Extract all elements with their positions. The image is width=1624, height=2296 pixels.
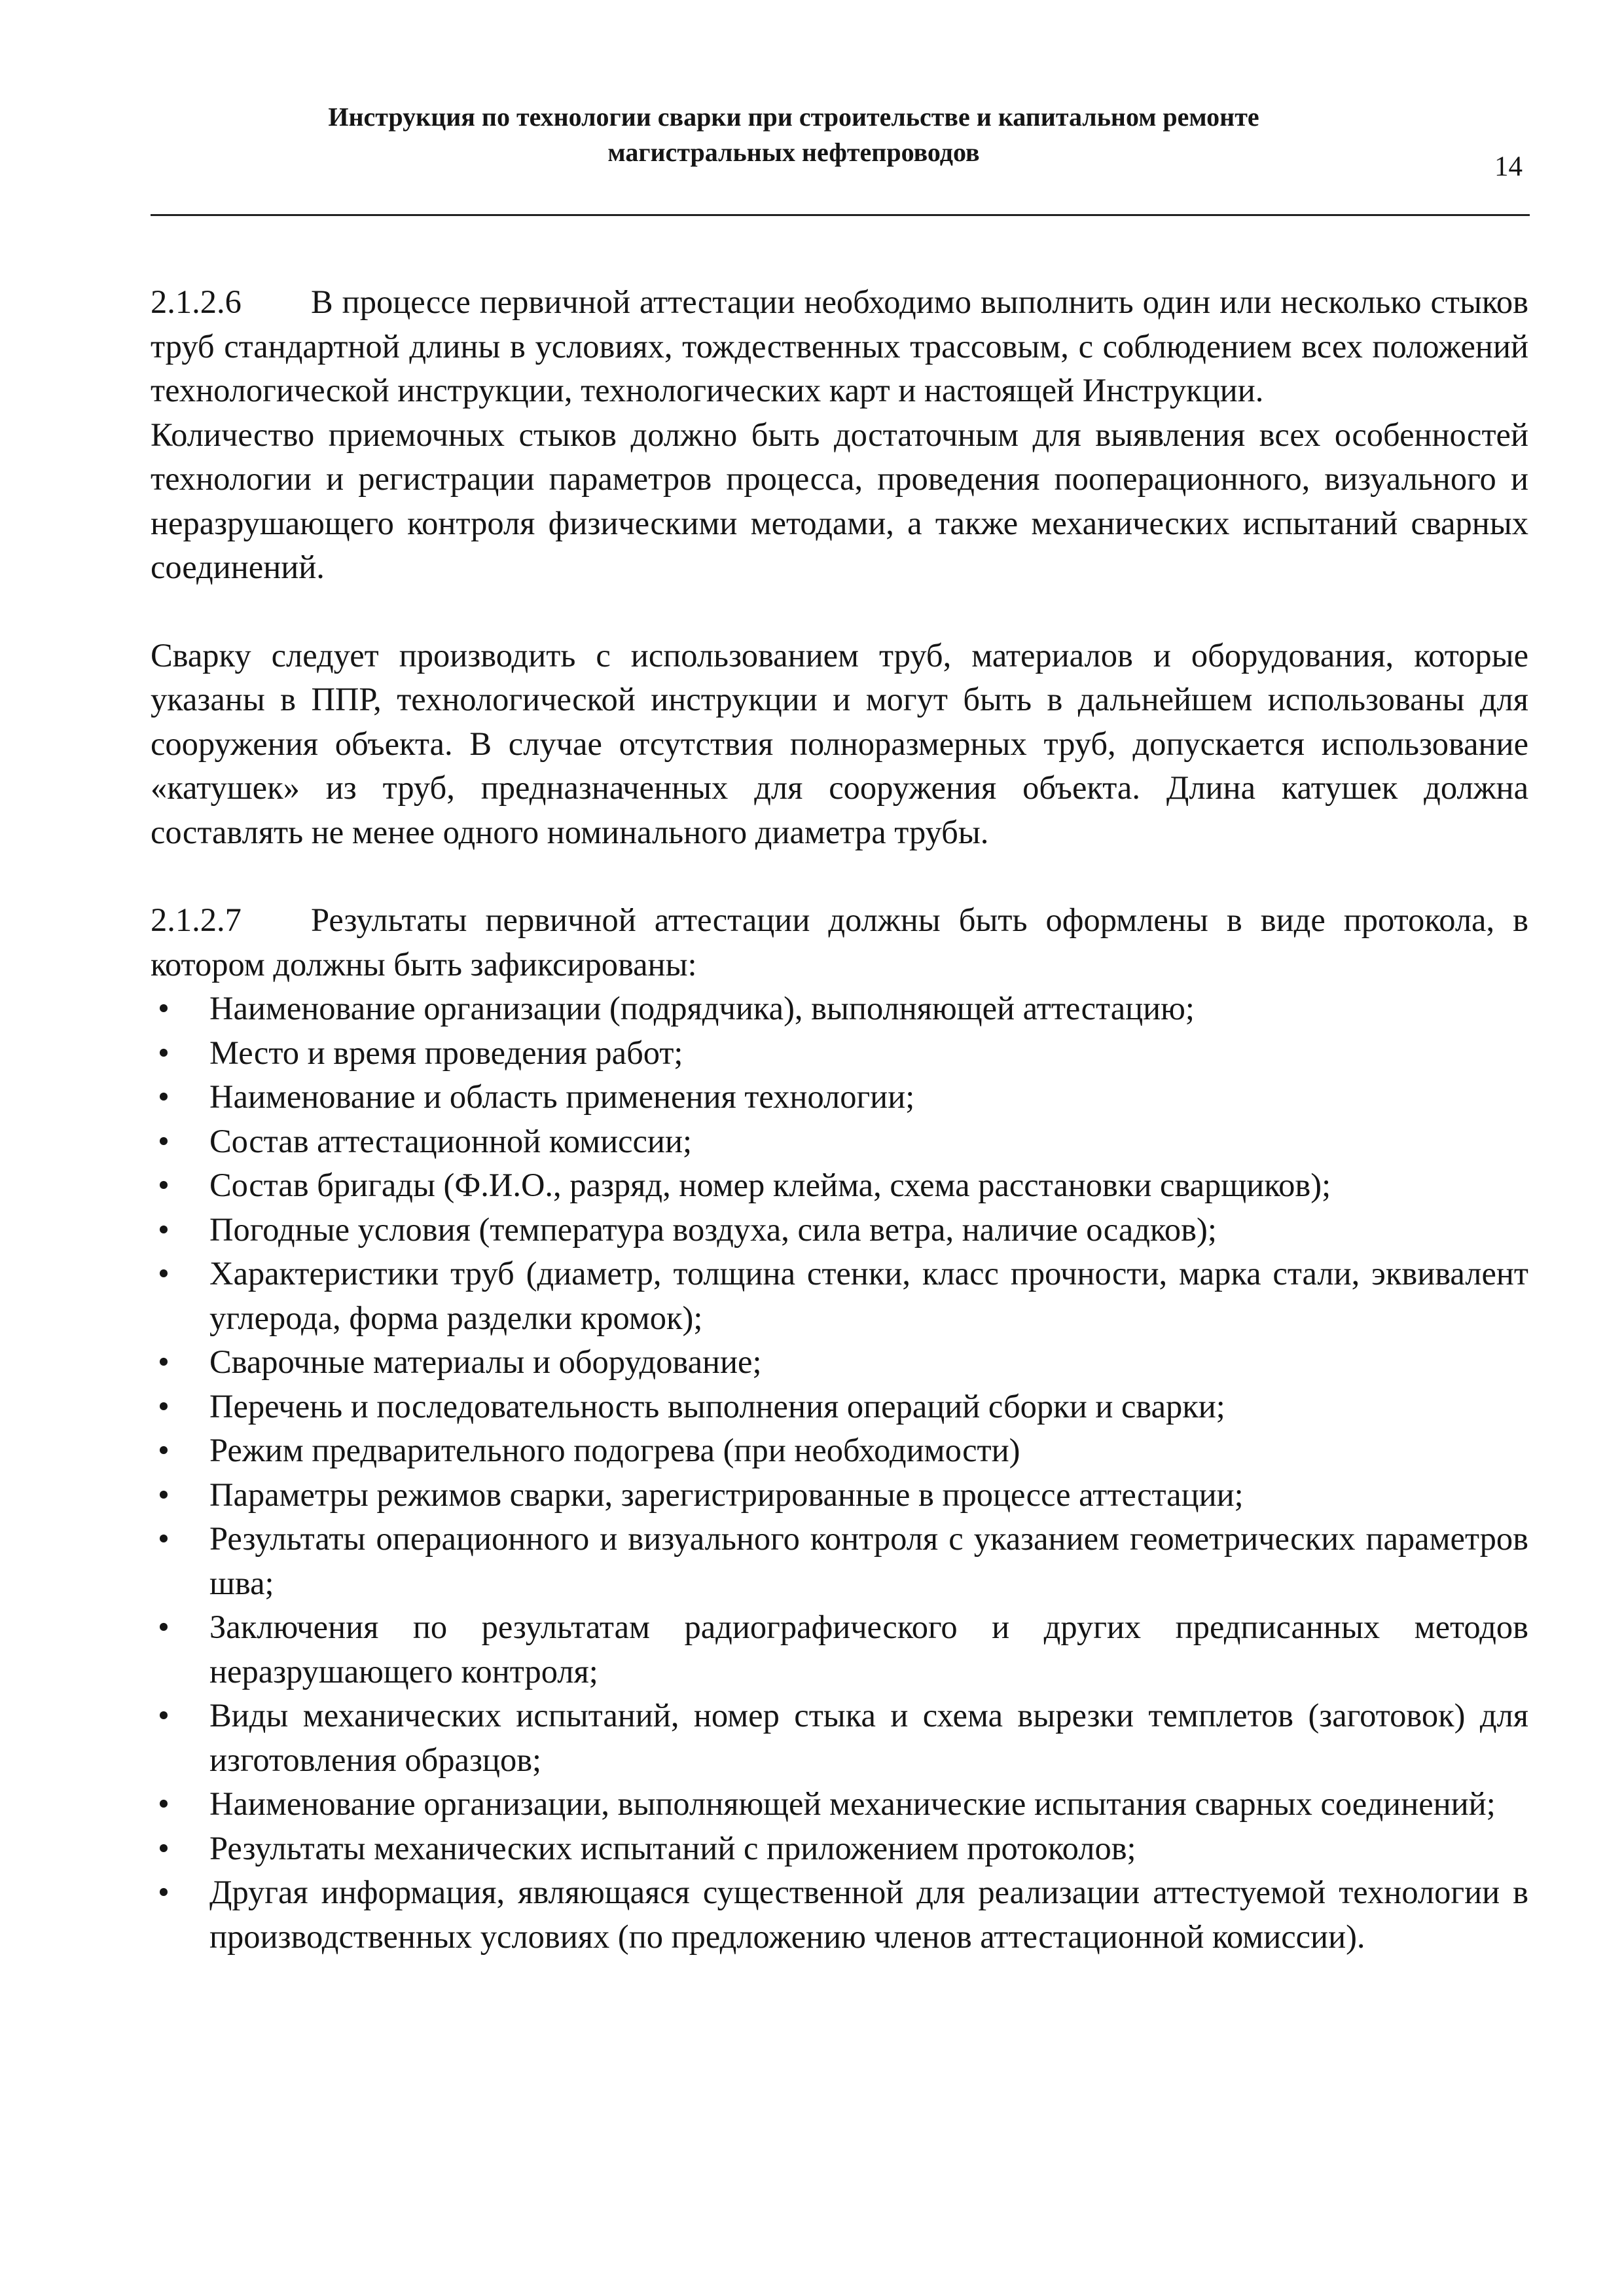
- list-item-text: Режим предварительного подогрева (при необходимости): [209, 1432, 1020, 1468]
- section-number-2-1-2-6: 2.1.2.6: [151, 283, 242, 320]
- bullet-icon: •: [158, 1034, 170, 1071]
- list-item-text: Результаты механических испытаний с приложением протоколов;: [209, 1829, 1136, 1867]
- list-item-text: Виды механических испытаний, номер стыка и схема вырезки темплетов (заготовок) для изготовления образцов;: [209, 1697, 1528, 1778]
- bullet-icon: •: [158, 1476, 170, 1513]
- list-item-text: Результаты операционного и визуального контроля с указанием геометрических параметров шва;: [209, 1520, 1528, 1601]
- section-2-1-2-7-paragraph: [151, 898, 1528, 987]
- protocol-items-list: [151, 987, 1528, 1959]
- list-item-text: Сварочные материалы и оборудование;: [209, 1343, 762, 1380]
- list-item: [151, 1385, 1528, 1429]
- list-item: [151, 1473, 1528, 1518]
- list-item: [151, 1517, 1528, 1605]
- list-item-text: Состав аттестационной комиссии;: [209, 1122, 693, 1159]
- section-number-2-1-2-7: 2.1.2.7: [151, 902, 242, 938]
- section-2-1-2-6-paragraph-3: Сварку следует производить с использованием труб, материалов и оборудования, которые указаны в ППР, технологической инструкции и могут быть в дальнейшем использованы для сооружения объекта. В случае отсутствия полноразмерных труб, допускается использование «катушек» из труб, предназначенных для сооружения объекта. Длина катушек должна составлять не менее одного номинального диаметра трубы.: [151, 636, 1528, 850]
- list-item-text: Другая информация, являющаяся существенной для реализации аттестуемой технологии в производственных условиях (по предложению членов аттестационной комиссии).: [209, 1874, 1528, 1955]
- bullet-icon: •: [158, 1343, 170, 1380]
- section-2-1-2-7-text: Результаты первичной аттестации должны быть оформлены в виде протокола, в котором должны быть зафиксированы:: [151, 902, 1528, 983]
- list-item: [151, 1075, 1528, 1120]
- bullet-icon: •: [158, 1078, 170, 1115]
- bullet-icon: •: [158, 1829, 170, 1867]
- list-item-text: Наименование организации, выполняющей механические испытания сварных соединений;: [209, 1785, 1496, 1822]
- list-item: [151, 1694, 1528, 1782]
- list-item: [151, 987, 1528, 1031]
- list-item: [151, 1120, 1528, 1164]
- bullet-icon: •: [158, 1697, 170, 1734]
- bullet-icon: •: [158, 1122, 170, 1159]
- list-item: [151, 1870, 1528, 1959]
- document-body: [151, 280, 1528, 1959]
- paragraph-gap: [151, 590, 1528, 634]
- bullet-icon: •: [158, 1874, 170, 1910]
- list-item: [151, 1782, 1528, 1827]
- list-item: [151, 1340, 1528, 1385]
- list-item-text: Наименование организации (подрядчика), выполняющей аттестацию;: [209, 990, 1195, 1027]
- header-title-line-1: Инструкция по технологии сварки при строительстве и капитальном ремонте: [328, 102, 1259, 132]
- list-item: [151, 1252, 1528, 1340]
- header-title-line-2: магистральных нефтепроводов: [607, 137, 980, 167]
- section-2-1-2-6-paragraph: [151, 280, 1528, 413]
- list-item: [151, 1827, 1528, 1871]
- list-item: [151, 1605, 1528, 1694]
- bullet-icon: •: [158, 990, 170, 1027]
- list-item: [151, 1163, 1528, 1208]
- paragraph-gap: [151, 854, 1528, 898]
- list-item-text: Перечень и последовательность выполнения операций сборки и сварки;: [209, 1387, 1225, 1425]
- list-item-text: Место и время проведения работ;: [209, 1034, 683, 1071]
- section-2-1-2-6-text: В процессе первичной аттестации необходимо выполнить один или несколько стыков труб стандартной длины в условиях, тождественных трассовым, с соблюдением всех положений технологической инструкции, технологических карт и настоящей Инструкции.: [151, 283, 1528, 409]
- section-2-1-2-6-paragraph-2: Количество приемочных стыков должно быть достаточным для выявления всех особенностей технологии и регистрации параметров процесса, проведения пооперационного, визуального и неразрушающего контроля физическими методами, а также механических испытаний сварных соединений.: [151, 416, 1528, 585]
- list-item-text: Погодные условия (температура воздуха, сила ветра, наличие осадков);: [209, 1211, 1217, 1248]
- running-header: [151, 100, 1437, 170]
- bullet-icon: •: [158, 1211, 170, 1248]
- page-number: 14: [1494, 151, 1523, 182]
- bullet-icon: •: [158, 1432, 170, 1468]
- bullet-icon: •: [158, 1609, 170, 1645]
- list-item-text: Параметры режимов сварки, зарегистрированные в процессе аттестации;: [209, 1476, 1244, 1513]
- list-item-text: Характеристики труб (диаметр, толщина стенки, класс прочности, марка стали, эквивалент углерода, форма разделки кромок);: [209, 1255, 1528, 1336]
- list-item-text: Заключения по результатам радиографического и других предписанных методов неразрушающего контроля;: [209, 1609, 1528, 1690]
- bullet-icon: •: [158, 1387, 170, 1425]
- bullet-icon: •: [158, 1167, 170, 1203]
- list-item-text: Наименование и область применения технологии;: [209, 1078, 915, 1115]
- list-item: [151, 1429, 1528, 1473]
- bullet-icon: •: [158, 1785, 170, 1822]
- bullet-icon: •: [158, 1520, 170, 1557]
- list-item-text: Состав бригады (Ф.И.О., разряд, номер клейма, схема расстановки сварщиков);: [209, 1167, 1331, 1203]
- bullet-icon: •: [158, 1255, 170, 1292]
- list-item: [151, 1208, 1528, 1252]
- list-item: [151, 1031, 1528, 1076]
- header-divider: [151, 214, 1530, 216]
